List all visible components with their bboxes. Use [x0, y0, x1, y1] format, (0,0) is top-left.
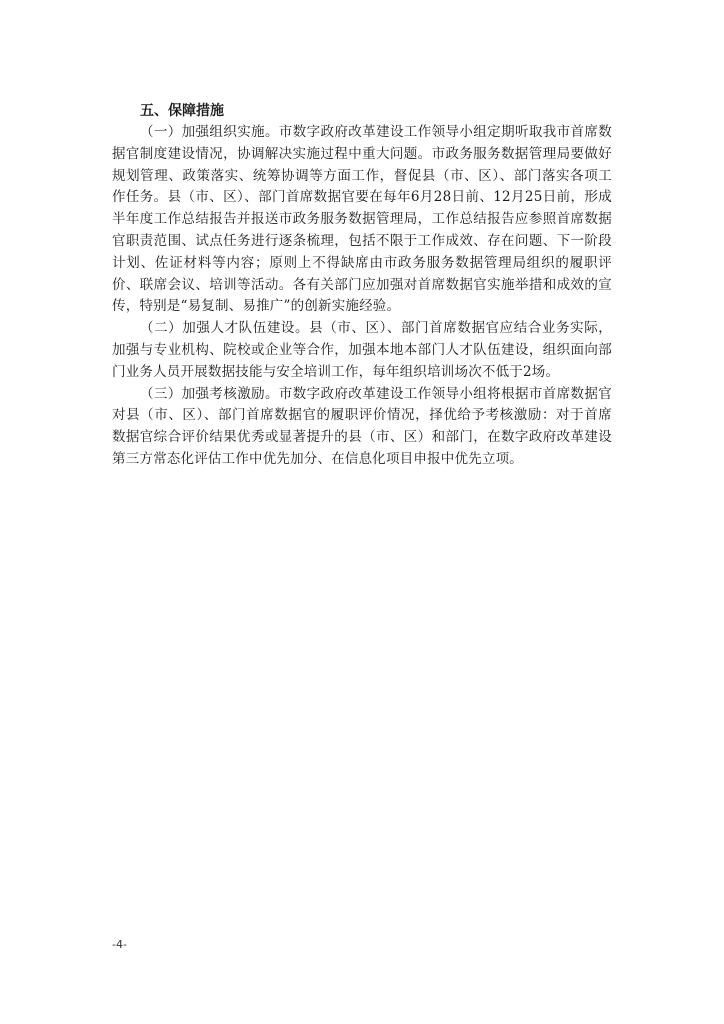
document-body	[112, 100, 612, 471]
section-heading: 五、保障措施	[140, 103, 224, 119]
paragraph-incentive: （三）加强考核激励。市数字政府改革建设工作领导小组将根据市首席数据官对县（市、区）、部门首席数据官的履职评价情况，择优给予考核激励：对于首席数据官综合评价结果优秀或显著提升的县（市、区）和部门，在数字政府改革建设第三方常态化评估工作中优先加分、在信息化项目申报中优先立项。	[112, 385, 612, 467]
page-number: -4-	[112, 938, 127, 951]
paragraph-talent: （二）加强人才队伍建设。县（市、区）、部门首席数据官应结合业务实际，加强与专业机构、院校或企业等合作，加强本地本部门人才队伍建设，组织面向部门业务人员开展数据技能与安全培训工作，每年组织培训场次不低于2场。	[112, 320, 612, 380]
paragraph-organization: （一）加强组织实施。市数字政府改革建设工作领导小组定期听取我市首席数据官制度建设情况，协调解决实施过程中重大问题。市政务服务数据管理局要做好规划管理、政策落实、统筹协调等方面工作，督促县（市、区）、部门落实各项工作任务。县（市、区）、部门首席数据官要在每年6月28日前、12月25日前，形成半年度工作总结报告并报送市政务服务数据管理局，工作总结报告应参照首席数据官职责范围、试点任务进行逐条梳理，包括不限于工作成效、存在问题、下一阶段计划、佐证材料等内容；原则上不得缺席由市政务服务数据管理局组织的履职评价、联席会议、培训等活动。各有关部门应加强对首席数据官实施举措和成效的宣传，特别是“易复制、易推广”的创新实施经验。	[112, 124, 612, 315]
